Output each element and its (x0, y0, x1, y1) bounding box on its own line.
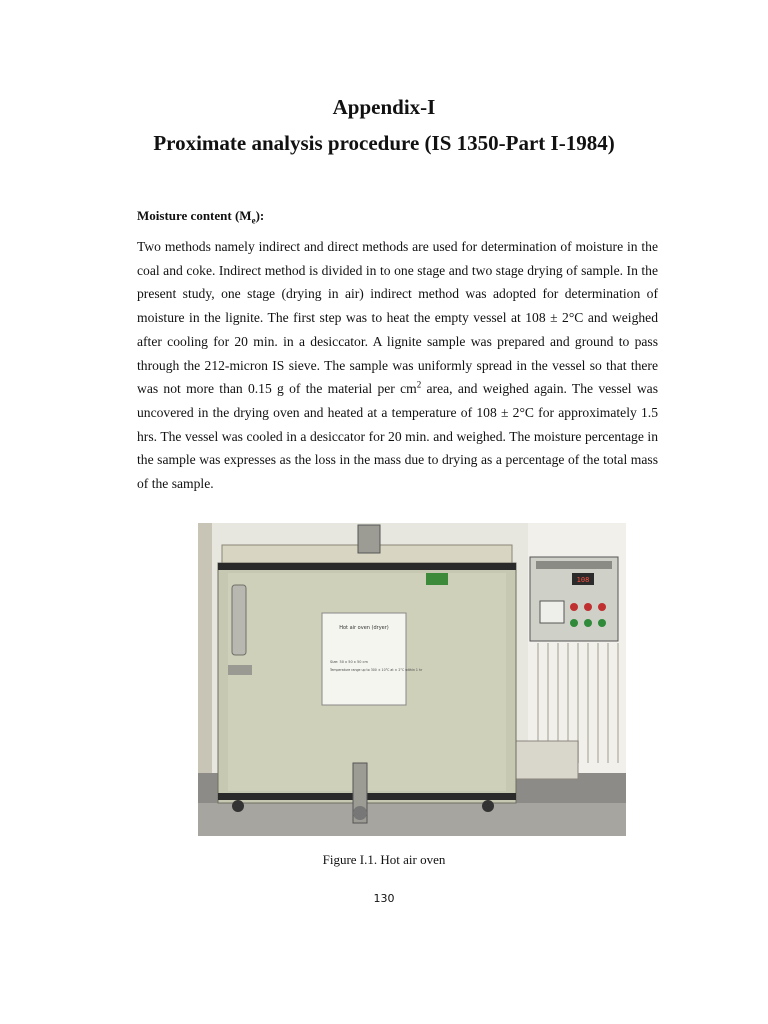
page-number: 130 (373, 892, 395, 905)
top-handle (358, 525, 380, 553)
side-equipment (510, 741, 578, 779)
red-button-2 (584, 603, 592, 611)
hot-air-oven-photo (198, 523, 626, 836)
heading-subscript: e (251, 215, 256, 226)
figure-caption: Figure I.1. Hot air oven (322, 852, 446, 867)
oven-label-title: Hot air oven (dryer) (339, 625, 389, 631)
control-panel (530, 557, 618, 641)
panel-header (536, 561, 612, 569)
paragraph-superscript: 2 (416, 379, 422, 390)
red-button-3 (598, 603, 606, 611)
appendix-title: Appendix-I (332, 95, 436, 119)
green-sticker (426, 573, 448, 585)
table-front (198, 803, 626, 836)
red-button-1 (570, 603, 578, 611)
bottom-knob (353, 806, 367, 820)
oven-illustration (198, 523, 626, 836)
circuit-breaker (540, 601, 564, 623)
door-hinge (232, 585, 246, 655)
paragraph-text-part1: Two methods namely indirect and direct methods are used for determination of moisture in the coal and coke. Indirect method is divided in to one stage and two stage drying of sample. In the present study, one stage (drying in air) indirect method was adopted for determination of moisture in the lignite. The first step was to heat the empty vessel at 108 ± 2°C and weighed after cooling for 20 min. in a desiccator. A lignite sample was prepared and ground to pass through the 212-micron IS sieve. The sample was uniformly spread in the vessel so that there was not more than 0.15 g of the material per cm (137, 239, 658, 397)
door-latch-left (228, 665, 252, 675)
heading-text: Moisture content (M (137, 208, 252, 223)
oven-label-bullet-2: Temperature range up to 300 ± 10°C at ± 2°C within 1 hr (330, 668, 423, 672)
green-button-2 (584, 619, 592, 627)
oven-top-seal (218, 563, 516, 570)
document-title: Proximate analysis procedure (IS 1350-Part I-1984) (153, 131, 615, 155)
paragraph-text-part2: area, and weighed again. The vessel was uncovered in the drying oven and heated at a temperature of 108 ± 2°C for approximately 1.5 hrs. The vessel was cooled in a desiccator for 20 min. and weighed. The moisture percentage in the sample was expresses as the loss in the mass due to drying as a percentage of the total mass of the sample. (137, 381, 659, 492)
oven-label-bullet-1: Size: 50 x 50 x 50 cm (330, 660, 368, 664)
wheel-left (232, 800, 244, 812)
wheel-right (482, 800, 494, 812)
display-reading: 108 (576, 576, 590, 584)
body-paragraph (137, 235, 658, 496)
section-heading (137, 208, 264, 226)
green-button-1 (570, 619, 578, 627)
heading-suffix: ): (255, 208, 265, 223)
green-button-3 (598, 619, 606, 627)
